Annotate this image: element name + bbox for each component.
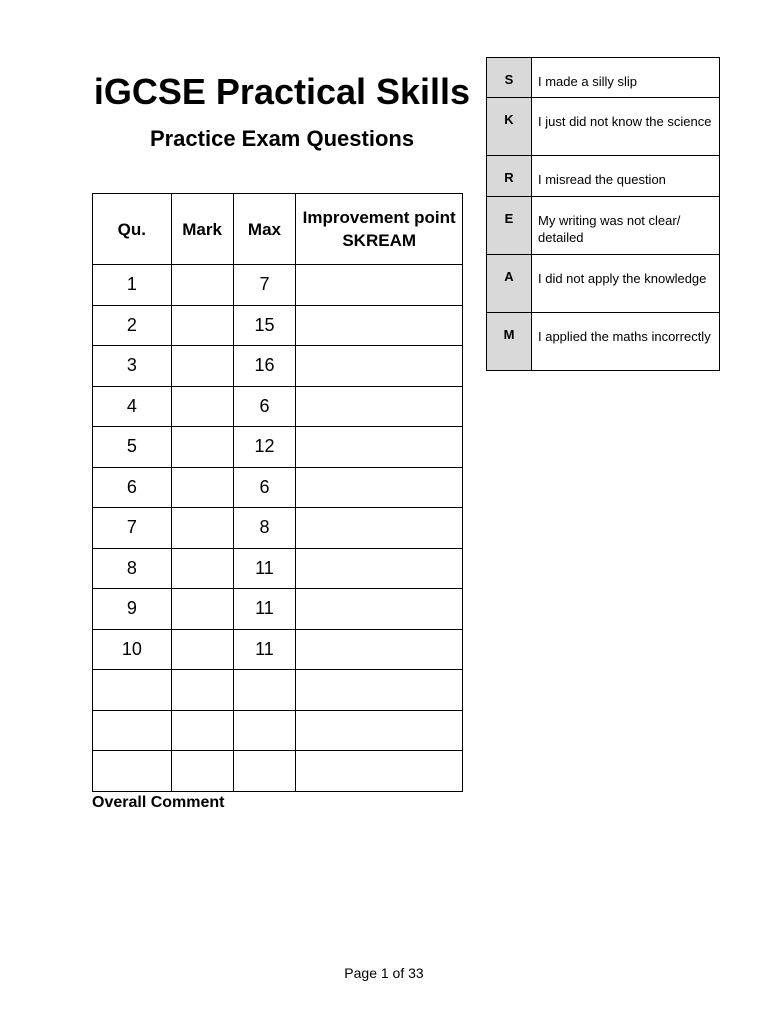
mark-cell[interactable] [171,751,233,792]
max-cell: 11 [233,589,296,630]
max-cell: 6 [233,386,296,427]
header-qu: Qu. [93,194,172,265]
key-description: My writing was not clear/ detailed [532,197,720,255]
mark-cell[interactable] [171,548,233,589]
mark-cell[interactable] [171,305,233,346]
mark-cell[interactable] [171,589,233,630]
mark-cell[interactable] [171,710,233,751]
qu-cell: 5 [93,427,172,468]
key-description: I made a silly slip [532,58,720,98]
table-row [93,670,463,711]
page-title: iGCSE Practical Skills [93,71,471,112]
max-cell: 11 [233,548,296,589]
key-letter: K [487,98,532,156]
improvement-cell[interactable] [296,467,463,508]
mark-cell[interactable] [171,629,233,670]
key-letter: E [487,197,532,255]
improvement-cell[interactable] [296,629,463,670]
improvement-cell[interactable] [296,386,463,427]
improvement-cell[interactable] [296,508,463,549]
max-cell: 6 [233,467,296,508]
improvement-cell[interactable] [296,305,463,346]
page-number: Page 1 of 33 [344,965,424,981]
table-row [93,548,463,589]
qu-cell [93,751,172,792]
improvement-cell[interactable] [296,670,463,711]
mark-cell[interactable] [171,265,233,306]
header-max: Max [233,194,296,265]
improvement-cell[interactable] [296,427,463,468]
qu-cell [93,710,172,751]
max-cell: 7 [233,265,296,306]
table-row [93,710,463,751]
qu-cell: 3 [93,346,172,387]
key-row [487,98,720,156]
key-description: I misread the question [532,156,720,197]
qu-cell: 9 [93,589,172,630]
skream-key-table [486,57,720,371]
qu-cell: 1 [93,265,172,306]
key-description: I did not apply the knowledge [532,255,720,313]
max-cell [233,710,296,751]
qu-cell: 10 [93,629,172,670]
improvement-cell[interactable] [296,751,463,792]
key-row [487,156,720,197]
table-row [93,305,463,346]
table-row [93,629,463,670]
improvement-cell[interactable] [296,710,463,751]
key-row [487,313,720,371]
table-row [93,589,463,630]
qu-cell: 7 [93,508,172,549]
qu-cell [93,670,172,711]
improvement-cell[interactable] [296,346,463,387]
table-row [93,346,463,387]
marks-table [92,193,463,792]
max-cell: 15 [233,305,296,346]
improvement-cell[interactable] [296,265,463,306]
key-description: I applied the maths incorrectly [532,313,720,371]
qu-cell: 2 [93,305,172,346]
key-row [487,58,720,98]
overall-comment-label: Overall Comment [92,794,225,811]
page-subtitle: Practice Exam Questions [149,126,415,151]
table-row [93,427,463,468]
key-letter: R [487,156,532,197]
mark-cell[interactable] [171,508,233,549]
table-row [93,467,463,508]
table-row [93,751,463,792]
mark-cell[interactable] [171,427,233,468]
improvement-cell[interactable] [296,589,463,630]
table-row [93,265,463,306]
table-row [93,386,463,427]
max-cell: 16 [233,346,296,387]
header-mark: Mark [171,194,233,265]
max-cell [233,670,296,711]
qu-cell: 8 [93,548,172,589]
marks-table-header-row [93,194,463,265]
qu-cell: 4 [93,386,172,427]
header-improvement: Improvement point SKREAM [296,194,463,265]
mark-cell[interactable] [171,346,233,387]
key-letter: A [487,255,532,313]
mark-cell[interactable] [171,670,233,711]
qu-cell: 6 [93,467,172,508]
max-cell [233,751,296,792]
max-cell: 8 [233,508,296,549]
key-row [487,197,720,255]
key-description: I just did not know the science [532,98,720,156]
key-row [487,255,720,313]
table-row [93,508,463,549]
mark-cell[interactable] [171,386,233,427]
improvement-cell[interactable] [296,548,463,589]
key-letter: M [487,313,532,371]
max-cell: 11 [233,629,296,670]
key-letter: S [487,58,532,98]
max-cell: 12 [233,427,296,468]
mark-cell[interactable] [171,467,233,508]
